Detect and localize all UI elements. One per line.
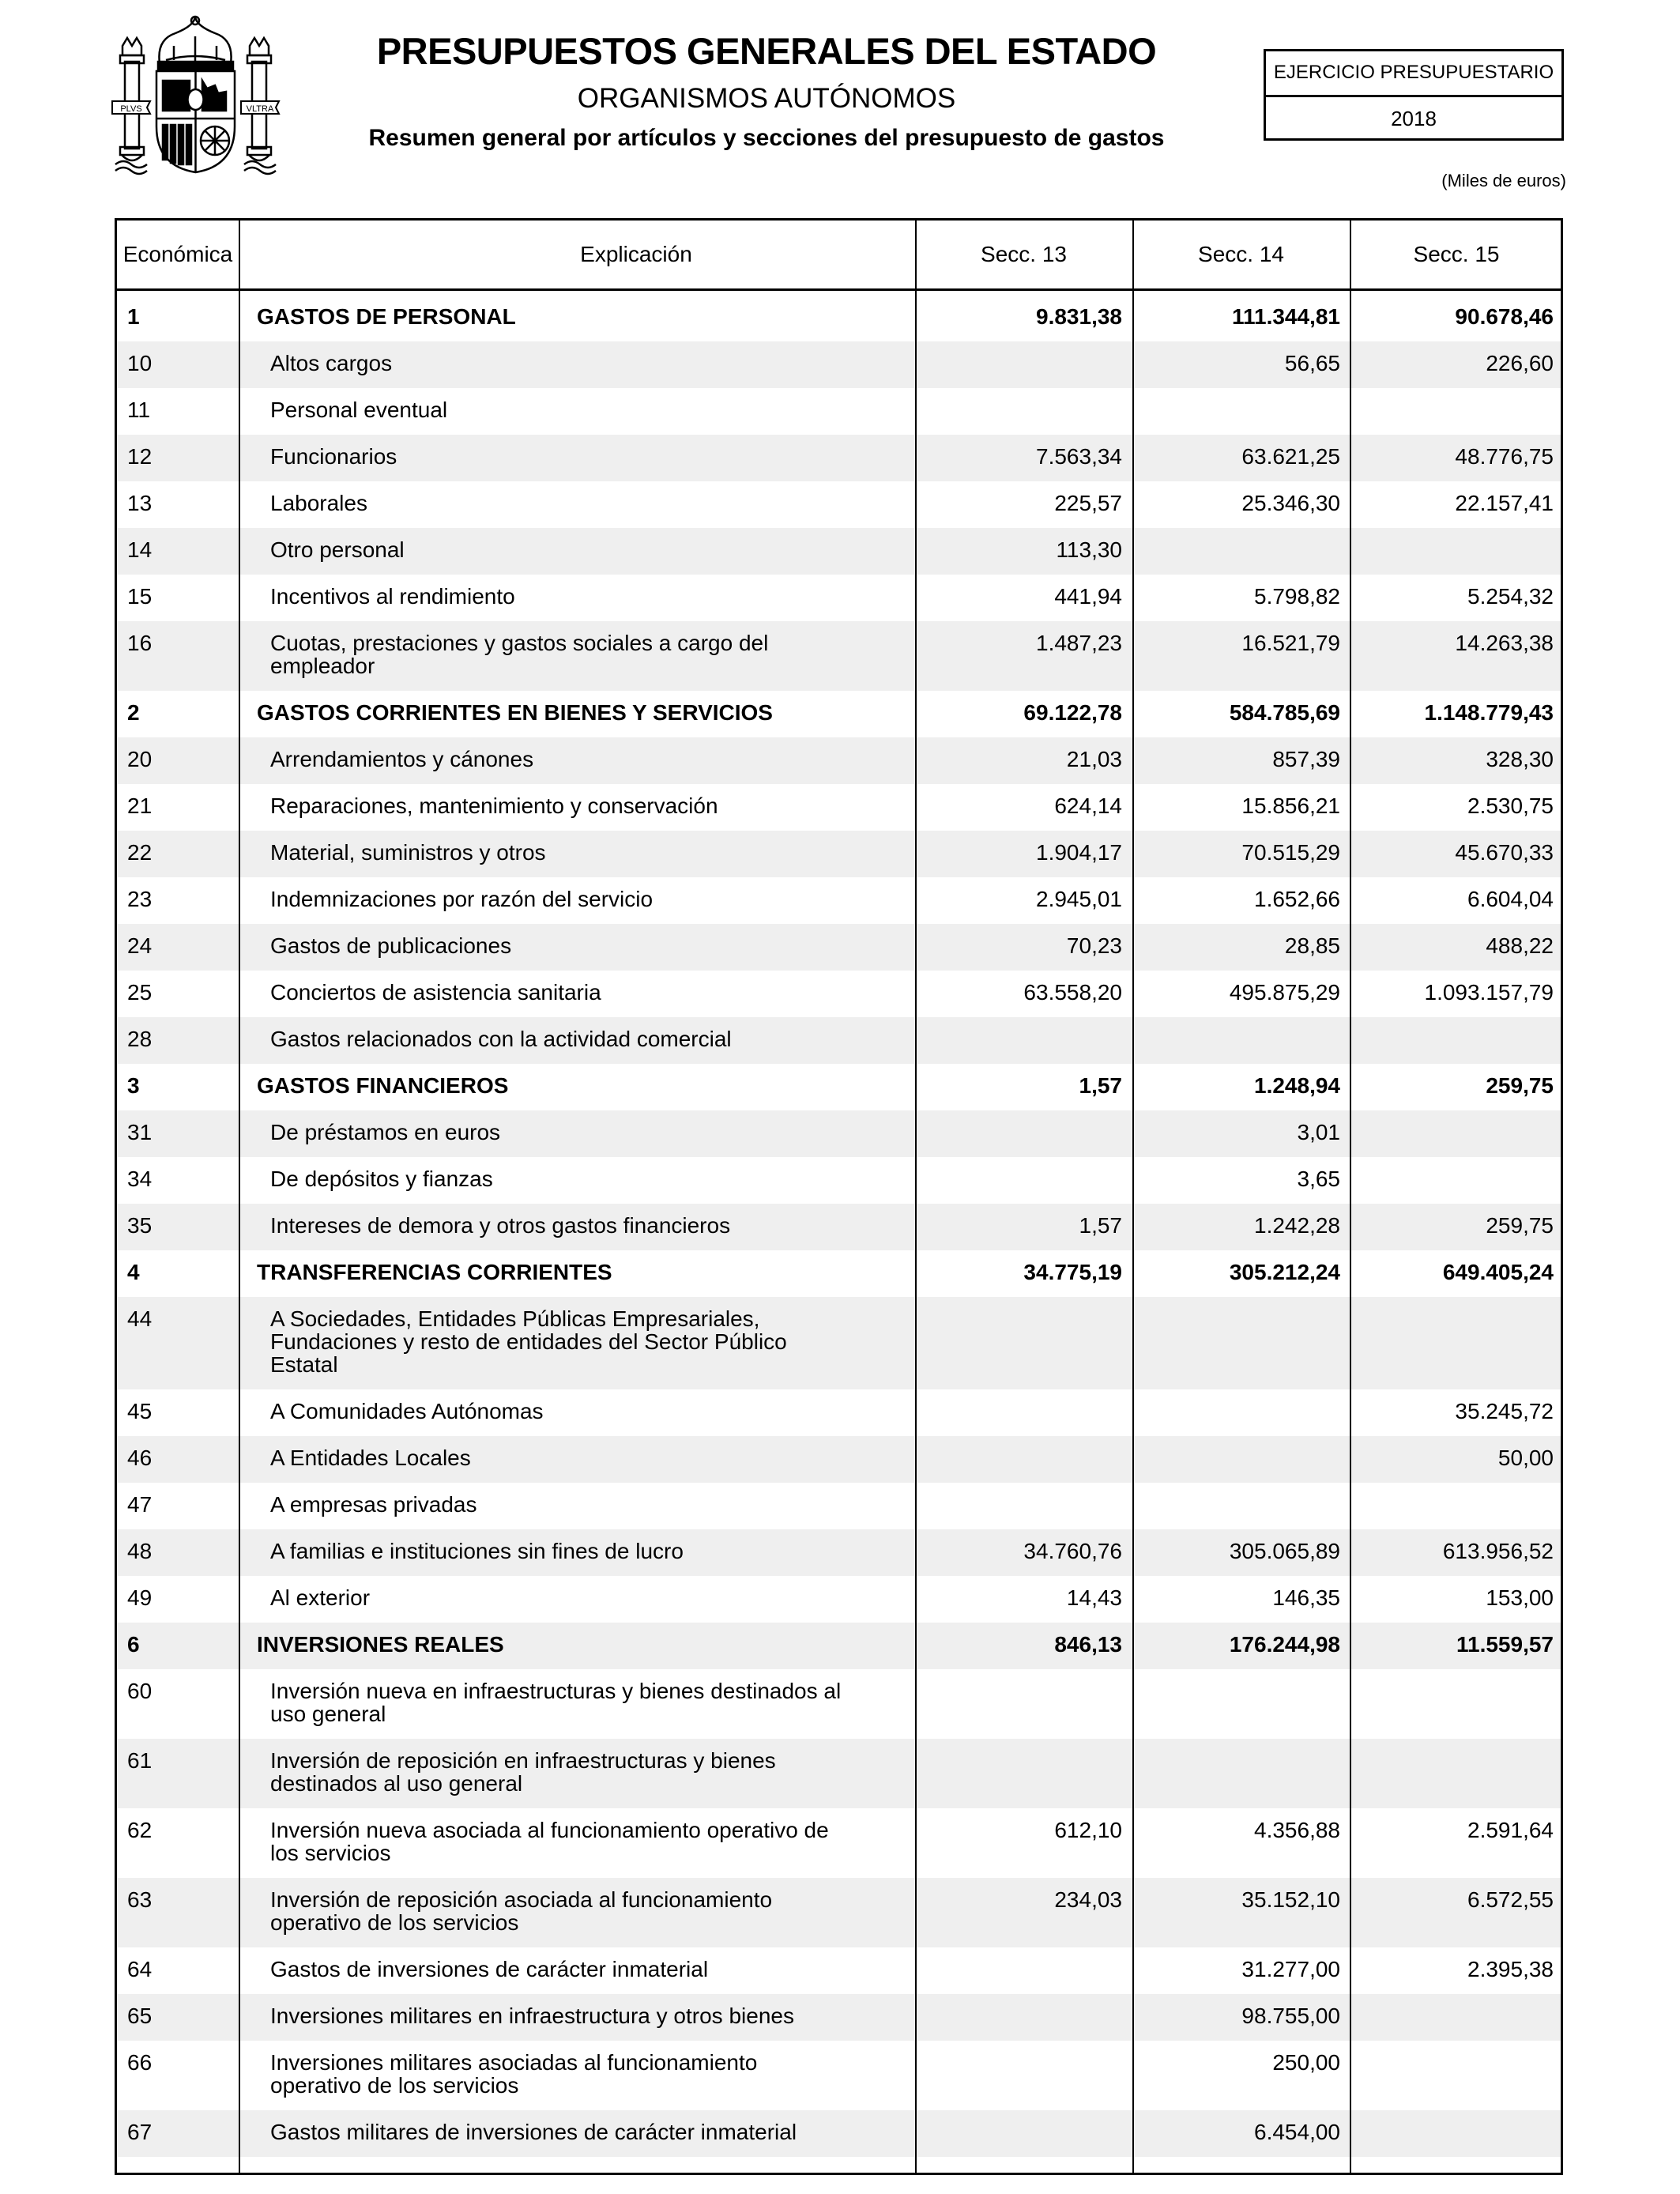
table-row	[117, 831, 1561, 877]
cell-explicacion-line: Gastos militares de inversiones de carácter inmaterial	[270, 2120, 797, 2144]
cell-economica: 63	[127, 1887, 153, 1912]
cell-secc13: 70,23	[1066, 933, 1122, 958]
cell-explicacion	[270, 888, 902, 910]
cell-secc15: 649.405,24	[1442, 1260, 1554, 1284]
cell-economica: 67	[127, 2120, 153, 2144]
table-row	[117, 784, 1561, 831]
cell-secc15: 45.670,33	[1455, 840, 1554, 865]
cell-secc14: 6.454,00	[1254, 2120, 1340, 2144]
cell-explicacion-line: Laborales	[270, 491, 367, 515]
cell-explicacion-line: GASTOS CORRIENTES EN BIENES Y SERVICIOS	[257, 700, 773, 725]
table-body	[117, 295, 1561, 2157]
table-row	[117, 737, 1561, 784]
cell-secc13: 7.563,34	[1036, 444, 1122, 469]
cell-secc15: 2.591,64	[1467, 1818, 1554, 1842]
cell-economica: 16	[127, 631, 153, 655]
table-row	[117, 1878, 1561, 1947]
cell-economica: 13	[127, 491, 153, 515]
cell-explicacion	[270, 1493, 902, 1516]
cell-explicacion-line: los servicios	[270, 1841, 391, 1865]
cell-secc13: 63.558,20	[1023, 980, 1122, 1005]
cell-economica: 14	[127, 537, 153, 562]
cell-explicacion-line: GASTOS DE PERSONAL	[257, 304, 516, 329]
cell-explicacion-line: empleador	[270, 654, 375, 678]
cell-explicacion	[270, 1679, 902, 1725]
cell-secc13: 612,10	[1054, 1818, 1122, 1842]
cell-explicacion-line: Inversión nueva en infraestructuras y bienes destinados al	[270, 1679, 842, 1703]
cell-secc15: 5.254,32	[1467, 584, 1554, 609]
cell-economica: 3	[127, 1073, 140, 1098]
cell-secc14: 176.244,98	[1229, 1632, 1340, 1657]
cell-explicacion	[270, 352, 902, 375]
cell-economica: 2	[127, 700, 140, 725]
cell-economica: 31	[127, 1120, 153, 1144]
cell-secc14: 857,39	[1272, 747, 1340, 771]
cell-explicacion	[270, 1540, 902, 1563]
cell-secc14: 16.521,79	[1241, 631, 1340, 655]
cell-explicacion	[270, 398, 902, 421]
cell-economica: 47	[127, 1492, 153, 1517]
cell-explicacion-line: De préstamos en euros	[270, 1120, 501, 1144]
cell-secc14: 1.242,28	[1254, 1213, 1340, 1238]
cell-economica: 11	[127, 398, 151, 422]
cell-secc13: 1,57	[1079, 1213, 1122, 1238]
cell-economica: 64	[127, 1957, 153, 1981]
cell-explicacion-line: Material, suministros y otros	[270, 840, 546, 865]
cell-secc14: 584.785,69	[1229, 700, 1340, 725]
table-row	[117, 1739, 1561, 1808]
cell-secc15: 2.395,38	[1467, 1957, 1554, 1981]
cell-secc14: 15.856,21	[1241, 794, 1340, 818]
cell-secc13: 225,57	[1054, 491, 1122, 515]
table-row-article	[117, 1064, 1561, 1110]
ejercicio-label: EJERCICIO PRESUPUESTARIO	[1266, 51, 1561, 97]
page-description: Resumen general por artículos y secciones del presupuesto de gastos	[368, 125, 1165, 151]
cell-secc13: 34.775,19	[1023, 1260, 1122, 1284]
cell-economica: 25	[127, 980, 153, 1005]
table-row	[117, 1808, 1561, 1878]
cell-secc14: 1.652,66	[1254, 887, 1340, 911]
cell-explicacion-line: A familias e instituciones sin fines de lucro	[270, 1539, 684, 1563]
cell-secc15: 259,75	[1486, 1073, 1554, 1098]
cell-explicacion-line: Estatal	[270, 1352, 338, 1377]
cell-economica: 15	[127, 584, 153, 609]
cell-secc15: 226,60	[1486, 351, 1554, 375]
cell-explicacion	[270, 934, 902, 957]
units-label: (Miles de euros)	[1441, 171, 1566, 190]
cell-explicacion	[270, 1446, 902, 1469]
page-subtitle: ORGANISMOS AUTÓNOMOS	[577, 83, 956, 114]
table-row	[117, 1110, 1561, 1157]
cell-secc15: 50,00	[1497, 1446, 1554, 1470]
cell-explicacion-line: Personal eventual	[270, 398, 448, 422]
cell-secc13: 441,94	[1054, 584, 1122, 609]
cell-secc13: 34.760,76	[1023, 1539, 1122, 1563]
cell-economica: 24	[127, 933, 153, 958]
page-title: PRESUPUESTOS GENERALES DEL ESTADO	[376, 30, 1157, 72]
cell-secc15: 613.956,52	[1442, 1539, 1554, 1563]
cell-secc15: 6.604,04	[1467, 887, 1554, 911]
cell-secc15: 11.559,57	[1456, 1632, 1554, 1657]
cell-explicacion-line: Al exterior	[270, 1585, 371, 1610]
table-row	[117, 1436, 1561, 1483]
table-row	[117, 1483, 1561, 1529]
cell-secc14: 4.356,88	[1254, 1818, 1340, 1842]
cell-explicacion	[270, 794, 902, 817]
table-row	[117, 1204, 1561, 1250]
cell-secc14: 495.875,29	[1229, 980, 1340, 1005]
cell-explicacion	[270, 748, 902, 771]
cell-secc13: 9.831,38	[1036, 304, 1122, 329]
cell-secc15: 1.148.779,43	[1424, 700, 1554, 725]
cell-secc13: 1.904,17	[1036, 840, 1122, 865]
table-row	[117, 435, 1561, 481]
cell-secc15: 35.245,72	[1455, 1399, 1554, 1423]
cell-explicacion	[270, 981, 902, 1004]
cell-economica: 6	[127, 1632, 140, 1657]
cell-secc14: 31.277,00	[1241, 1957, 1340, 1981]
col-header-economica: Económica	[122, 242, 233, 266]
cell-secc14: 250,00	[1272, 2050, 1340, 2075]
table-row	[117, 388, 1561, 435]
table-row	[117, 877, 1561, 924]
cell-secc15: 259,75	[1486, 1213, 1554, 1238]
cell-explicacion	[270, 585, 902, 608]
table-row-article	[117, 295, 1561, 341]
cell-economica: 1	[127, 304, 140, 329]
cell-explicacion	[270, 1027, 902, 1050]
cell-economica: 45	[127, 1399, 153, 1423]
cell-explicacion-line: INVERSIONES REALES	[257, 1632, 504, 1657]
table-row	[117, 341, 1561, 388]
cell-explicacion	[270, 1307, 902, 1376]
table-row	[117, 1297, 1561, 1389]
cell-explicacion-line: Reparaciones, mantenimiento y conservación	[270, 794, 718, 818]
cell-secc13: 69.122,78	[1023, 700, 1122, 725]
cell-secc14: 56,65	[1284, 351, 1340, 375]
cell-secc15: 488,22	[1486, 933, 1554, 958]
cell-secc14: 1.248,94	[1254, 1073, 1340, 1098]
cell-secc14: 70.515,29	[1241, 840, 1340, 865]
cell-explicacion-line: Cuotas, prestaciones y gastos sociales a cargo del	[270, 631, 769, 655]
cell-secc13: 1,57	[1079, 1073, 1122, 1098]
cell-economica: 46	[127, 1446, 153, 1470]
cell-secc14: 3,01	[1297, 1120, 1340, 1144]
cell-explicacion	[270, 1586, 902, 1609]
table-row	[117, 924, 1561, 971]
col-header-secc15: Secc. 15	[1413, 242, 1500, 266]
table-row	[117, 621, 1561, 691]
table-row	[117, 1947, 1561, 1994]
cell-explicacion	[270, 1214, 902, 1237]
cell-economica: 35	[127, 1213, 153, 1238]
cell-economica: 12	[127, 444, 153, 469]
cell-explicacion	[270, 1749, 902, 1795]
cell-secc15: 1.093.157,79	[1424, 980, 1554, 1005]
cell-explicacion	[270, 538, 902, 561]
cell-explicacion	[257, 1074, 889, 1097]
cell-explicacion	[257, 1633, 889, 1656]
cell-economica: 62	[127, 1818, 153, 1842]
table-row	[117, 1157, 1561, 1204]
table-row	[117, 481, 1561, 528]
table-row	[117, 1576, 1561, 1623]
cell-secc13: 2.945,01	[1036, 887, 1122, 911]
cell-explicacion-line: TRANSFERENCIAS CORRIENTES	[257, 1260, 612, 1284]
cell-secc13: 234,03	[1054, 1887, 1122, 1912]
motto-right: VLTRA	[246, 104, 274, 114]
cell-explicacion-line: Indemnizaciones por razón del servicio	[270, 887, 654, 911]
cell-secc15: 328,30	[1486, 747, 1554, 771]
cell-secc14: 5.798,82	[1254, 584, 1340, 609]
cell-secc13: 14,43	[1066, 1585, 1122, 1610]
cell-explicacion-line: De depósitos y fianzas	[270, 1167, 493, 1191]
cell-explicacion	[270, 1958, 902, 1981]
spain-coat-of-arms-icon	[111, 14, 281, 176]
ejercicio-box	[1264, 49, 1564, 141]
cell-economica: 20	[127, 747, 153, 771]
cell-explicacion-line: Otro personal	[270, 537, 405, 562]
cell-secc15: 2.530,75	[1467, 794, 1554, 818]
cell-secc15: 22.157,41	[1455, 491, 1554, 515]
cell-secc13: 846,13	[1054, 1632, 1122, 1657]
budget-table	[115, 218, 1563, 2175]
cell-explicacion-line: Altos cargos	[270, 351, 393, 375]
table-row	[117, 528, 1561, 575]
cell-secc15: 48.776,75	[1455, 444, 1554, 469]
table-row	[117, 575, 1561, 621]
table-row	[117, 2110, 1561, 2157]
table-row	[117, 1389, 1561, 1436]
cell-secc14: 305.212,24	[1229, 1260, 1340, 1284]
cell-economica: 65	[127, 2004, 153, 2028]
cell-explicacion-line: uso general	[270, 1702, 386, 1726]
cell-secc13: 21,03	[1066, 747, 1122, 771]
column-divider	[1350, 221, 1351, 2173]
cell-secc14: 111.344,81	[1231, 304, 1340, 329]
ejercicio-year: 2018	[1391, 107, 1437, 130]
table-row	[117, 1669, 1561, 1739]
cell-explicacion-line: Gastos relacionados con la actividad comercial	[270, 1027, 732, 1051]
col-header-explicacion: Explicación	[580, 242, 692, 266]
table-row-article	[117, 1623, 1561, 1669]
cell-explicacion	[270, 1121, 902, 1144]
cell-secc14: 35.152,10	[1241, 1887, 1340, 1912]
cell-explicacion-line: Inversiones militares asociadas al funcionamiento	[270, 2050, 758, 2075]
table-row	[117, 971, 1561, 1017]
cell-secc13: 113,30	[1056, 537, 1122, 562]
table-row	[117, 1994, 1561, 2041]
cell-explicacion-line: Intereses de demora y otros gastos financieros	[270, 1213, 731, 1238]
cell-explicacion-line: Incentivos al rendimiento	[270, 584, 515, 609]
cell-explicacion-line: A Entidades Locales	[270, 1446, 471, 1470]
column-divider	[915, 221, 917, 2173]
cell-economica: 21	[127, 794, 153, 818]
cell-explicacion	[270, 2051, 902, 2097]
cell-secc15: 90.678,46	[1455, 304, 1554, 329]
cell-economica: 23	[127, 887, 153, 911]
cell-explicacion	[257, 1261, 889, 1284]
cell-explicacion-line: Gastos de inversiones de carácter inmaterial	[270, 1957, 709, 1981]
cell-explicacion-line: destinados al uso general	[270, 1771, 523, 1796]
cell-economica: 66	[127, 2050, 153, 2075]
cell-explicacion	[257, 305, 889, 328]
cell-economica: 4	[127, 1260, 140, 1284]
cell-explicacion	[257, 701, 889, 724]
column-divider	[1132, 221, 1134, 2173]
cell-explicacion-line: operativo de los servicios	[270, 1910, 519, 1935]
cell-explicacion	[270, 445, 902, 468]
cell-secc14: 3,65	[1297, 1167, 1340, 1191]
cell-explicacion-line: GASTOS FINANCIEROS	[257, 1073, 509, 1098]
cell-explicacion	[270, 1888, 902, 1934]
cell-explicacion	[270, 2004, 902, 2027]
cell-economica: 22	[127, 840, 153, 865]
cell-secc14: 305.065,89	[1229, 1539, 1340, 1563]
table-row	[117, 1529, 1561, 1576]
table-row	[117, 2041, 1561, 2110]
cell-secc14: 98.755,00	[1241, 2004, 1340, 2028]
cell-explicacion	[270, 1400, 902, 1423]
cell-explicacion-line: A Sociedades, Entidades Públicas Empresariales,	[270, 1306, 760, 1331]
cell-explicacion-line: Fundaciones y resto de entidades del Sector Público	[270, 1329, 787, 1354]
cell-explicacion	[270, 1819, 902, 1864]
cell-secc13: 624,14	[1054, 794, 1122, 818]
cell-explicacion-line: Arrendamientos y cánones	[270, 747, 534, 771]
cell-secc15: 6.572,55	[1467, 1887, 1554, 1912]
cell-secc14: 63.621,25	[1241, 444, 1340, 469]
cell-secc14: 28,85	[1284, 933, 1340, 958]
cell-economica: 60	[127, 1679, 153, 1703]
cell-economica: 61	[127, 1748, 153, 1773]
cell-explicacion	[270, 1167, 902, 1190]
cell-secc15: 153,00	[1486, 1585, 1554, 1610]
cell-explicacion-line: A Comunidades Autónomas	[270, 1399, 544, 1423]
cell-economica: 49	[127, 1585, 153, 1610]
col-header-secc13: Secc. 13	[981, 242, 1067, 266]
table-row-article	[117, 1250, 1561, 1297]
cell-explicacion	[270, 492, 902, 515]
cell-explicacion-line: Inversión de reposición asociada al funcionamiento	[270, 1887, 773, 1912]
cell-secc14: 25.346,30	[1241, 491, 1340, 515]
cell-economica: 34	[127, 1167, 153, 1191]
table-row	[117, 1017, 1561, 1064]
motto-left: PLVS	[120, 104, 142, 114]
cell-economica: 48	[127, 1539, 153, 1563]
cell-economica: 10	[127, 351, 153, 375]
cell-explicacion-line: Inversión nueva asociada al funcionamiento operativo de	[270, 1818, 829, 1842]
cell-explicacion-line: Inversión de reposición en infraestructuras y bienes	[270, 1748, 776, 1773]
cell-explicacion-line: Gastos de publicaciones	[270, 933, 512, 958]
cell-explicacion	[270, 841, 902, 864]
table-header	[117, 221, 1561, 291]
column-divider	[239, 221, 240, 2173]
cell-explicacion-line: A empresas privadas	[270, 1492, 477, 1517]
col-header-secc14: Secc. 14	[1198, 242, 1284, 266]
cell-secc13: 1.487,23	[1036, 631, 1122, 655]
cell-explicacion	[270, 2120, 902, 2143]
cell-explicacion	[270, 631, 902, 677]
cell-secc14: 146,35	[1272, 1585, 1340, 1610]
cell-explicacion-line: operativo de los servicios	[270, 2073, 519, 2098]
table-row-article	[117, 691, 1561, 737]
cell-explicacion-line: Inversiones militares en infraestructura y otros bienes	[270, 2004, 794, 2028]
cell-economica: 28	[127, 1027, 153, 1051]
cell-explicacion-line: Conciertos de asistencia sanitaria	[270, 980, 601, 1005]
cell-economica: 44	[127, 1306, 153, 1331]
cell-explicacion-line: Funcionarios	[270, 444, 397, 469]
cell-secc15: 14.263,38	[1455, 631, 1554, 655]
